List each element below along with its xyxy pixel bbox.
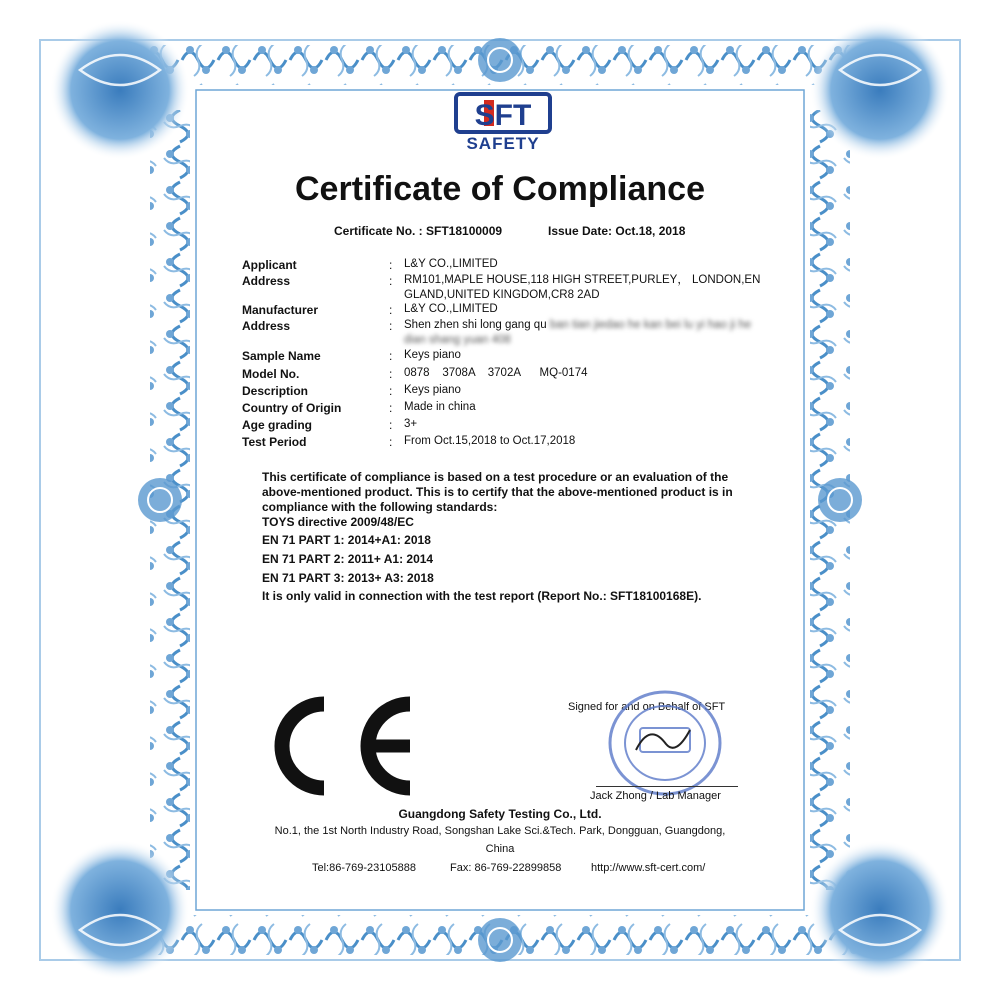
field-colon: :: [389, 303, 393, 317]
field-label-age-grading: Age grading: [242, 418, 313, 432]
field-label-manufacturer: Manufacturer: [242, 303, 319, 317]
logo-text: SFT: [474, 99, 532, 132]
field-colon: :: [389, 418, 393, 432]
field-value-manufacturer: L&Y CO.,LIMITED: [404, 303, 498, 315]
signer-name: Jack Zhong / Lab Manager: [590, 790, 721, 802]
company-phone: Tel:86-769-23105888: [312, 862, 416, 874]
field-colon: :: [389, 384, 393, 398]
company-name: Guangdong Safety Testing Co., Ltd.: [398, 807, 602, 821]
laboratory-seal-icon: [606, 688, 724, 798]
statement-line-3: compliance with the following standards:: [262, 500, 498, 514]
company-address-line1: No.1, the 1st North Industry Road, Songshan Lake Sci.&Tech. Park, Dongguan, Guangdong,: [274, 825, 726, 837]
field-colon: :: [389, 401, 393, 415]
address-blurred-part: ban tian jiedao he kan bei lu yi hao ji he: [549, 319, 752, 331]
validity-note: It is only valid in connection with the test report (Report No.: SFT18100168E).: [262, 589, 702, 603]
field-value-country: Made in china: [404, 401, 476, 413]
field-label-model-no: Model No.: [242, 367, 300, 381]
standard-en71-part3: EN 71 PART 3: 2013+ A3: 2018: [262, 571, 434, 585]
issue-date: Issue Date: Oct.18, 2018: [548, 224, 686, 238]
field-colon: :: [389, 258, 393, 272]
field-value-manufacturer-address: [404, 318, 751, 333]
statement-line-2: above-mentioned product. This is to certify that the above-mentioned product is in: [262, 485, 733, 499]
company-website: http://www.sft-cert.com/: [591, 862, 706, 874]
field-value-address: RM101,MAPLE HOUSE,118 HIGH STREET,PURLEY， LONDON,EN: [404, 274, 761, 286]
statement-line-1: This certificate of compliance is based on a test procedure or an evaluation of the: [262, 470, 729, 484]
field-colon: :: [389, 367, 393, 381]
field-value-sample-name: Keys piano: [404, 349, 461, 361]
field-label-description: Description: [242, 384, 309, 398]
address-blurred-line2: dian shang yuan 408: [404, 334, 511, 346]
field-label-country: Country of Origin: [242, 401, 342, 415]
standard-en71-part1: EN 71 PART 1: 2014+A1: 2018: [262, 533, 431, 547]
logo-subtitle: SAFETY: [466, 134, 540, 153]
field-colon: :: [389, 349, 393, 363]
certificate-number: Certificate No. : SFT18100009: [334, 224, 503, 238]
field-value-address-line2: GLAND,UNITED KINGDOM,CR8 2AD: [404, 289, 600, 301]
field-colon: :: [389, 274, 393, 288]
field-colon: :: [389, 319, 393, 333]
field-label-sample-name: Sample Name: [242, 349, 321, 363]
company-fax: Fax: 86-769-22899858: [450, 862, 562, 874]
signed-on-behalf-label: Signed for and on Behalf of SFT: [568, 701, 726, 713]
page-title: Certificate of Compliance: [295, 170, 705, 208]
field-value-age-grading: 3+: [404, 418, 418, 430]
field-label-applicant: Applicant: [242, 258, 297, 272]
field-label-address: Address: [242, 274, 291, 288]
field-label-manufacturer-address: Address: [242, 319, 291, 333]
field-value-applicant: L&Y CO.,LIMITED: [404, 258, 498, 270]
standard-en71-part2: EN 71 PART 2: 2011+ A1: 2014: [262, 552, 434, 566]
field-colon: :: [389, 435, 393, 449]
field-value-description: Keys piano: [404, 384, 461, 396]
signature-line: [596, 786, 738, 787]
field-value-test-period: From Oct.15,2018 to Oct.17,2018: [404, 435, 576, 447]
field-value-model-no: 0878 3708A 3702A MQ-0174: [404, 367, 588, 379]
company-address-line2: China: [485, 843, 515, 855]
field-label-test-period: Test Period: [242, 435, 307, 449]
ce-mark-icon: [272, 696, 422, 796]
address-visible-part: Shen zhen shi long gang qu: [404, 319, 547, 331]
standard-toys-directive: TOYS directive 2009/48/EC: [262, 515, 414, 529]
